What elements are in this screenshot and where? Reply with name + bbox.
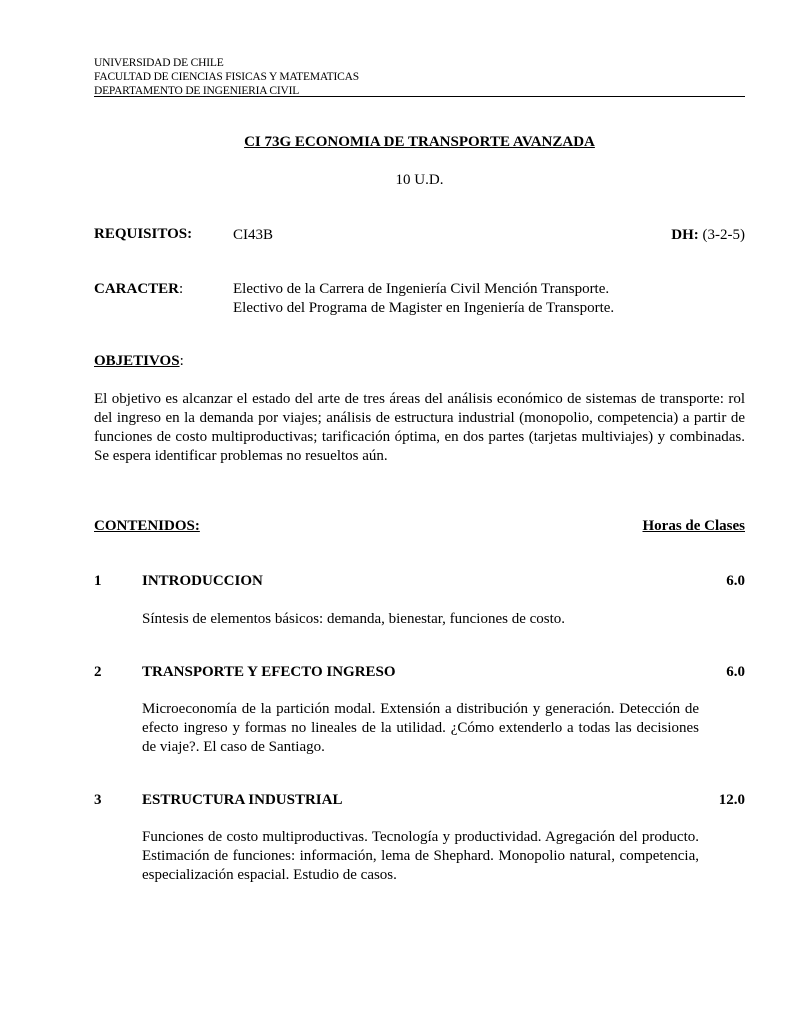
- item-description: Síntesis de elementos básicos: demanda, bienestar, funciones de costo.: [142, 611, 566, 627]
- item-hours: 6.0: [726, 664, 745, 680]
- course-title: CI 73G ECONOMIA DE TRANSPORTE AVANZADA: [244, 134, 595, 150]
- hours-header: Horas de Clases: [642, 518, 745, 534]
- requisitos-value: CI43B: [233, 227, 274, 243]
- dh-info: [545, 226, 745, 245]
- caracter-label: CARACTER: [94, 281, 180, 297]
- objetivos-text: El objetivo es alcanzar el estado del arte de tres áreas del análisis económico de sistemas de transporte: rol del ingreso en la demanda por viajes; análisis de estructura industrial (monopolio, competencia) a partir de funciones de costo multiproductivas; tarificación óptima, en dos partes (tarjetas multiviajes) y combinadas. Se espera identificar problemas no resueltos aún.: [94, 391, 745, 464]
- item-title: ESTRUCTURA INDUSTRIAL: [142, 792, 343, 808]
- header-university: UNIVERSIDAD DE CHILE: [94, 57, 224, 69]
- caracter-heading: [94, 280, 183, 299]
- header-faculty: FACULTAD DE CIENCIAS FISICAS Y MATEMATICAS: [94, 71, 359, 83]
- header-department: DEPARTAMENTO DE INGENIERIA CIVIL: [94, 85, 300, 97]
- item-hours: 12.0: [718, 792, 745, 808]
- item-number: 1: [94, 573, 102, 589]
- header-divider: [94, 96, 745, 97]
- item-number: 2: [94, 664, 102, 680]
- objetivos-label: OBJETIVOS: [94, 353, 180, 369]
- requisitos-label: REQUISITOS:: [94, 226, 193, 242]
- item-hours: 6.0: [726, 573, 745, 589]
- item-description: Microeconomía de la partición modal. Extensión a distribución y generación. Detección de efecto ingreso y formas no lineales de la utilidad. ¿Cómo extenderlo a todas las decisiones de viaje?. El caso de Santiago.: [142, 701, 699, 755]
- item-description: Funciones de costo multiproductivas. Tecnología y productividad. Agregación del producto. Estimación de funciones: información, lema de Shephard. Monopolio natural, competencia, especialización espacial. Estudio de casos.: [142, 829, 699, 883]
- item-title: INTRODUCCION: [142, 573, 263, 589]
- caracter-line-2: Electivo del Programa de Magister en Ingeniería de Transporte.: [233, 300, 615, 316]
- dh-label: DH:: [671, 227, 699, 243]
- dh-value: (3-2-5): [702, 227, 745, 243]
- caracter-colon: :: [179, 281, 184, 297]
- caracter-line-1: Electivo de la Carrera de Ingeniería Civil Mención Transporte.: [233, 281, 610, 297]
- contenidos-label: CONTENIDOS:: [94, 518, 200, 534]
- item-number: 3: [94, 792, 102, 808]
- item-title: TRANSPORTE Y EFECTO INGRESO: [142, 664, 396, 680]
- course-units: 10 U.D.: [395, 172, 444, 188]
- objetivos-heading: [94, 352, 184, 371]
- objetivos-colon: :: [179, 353, 184, 369]
